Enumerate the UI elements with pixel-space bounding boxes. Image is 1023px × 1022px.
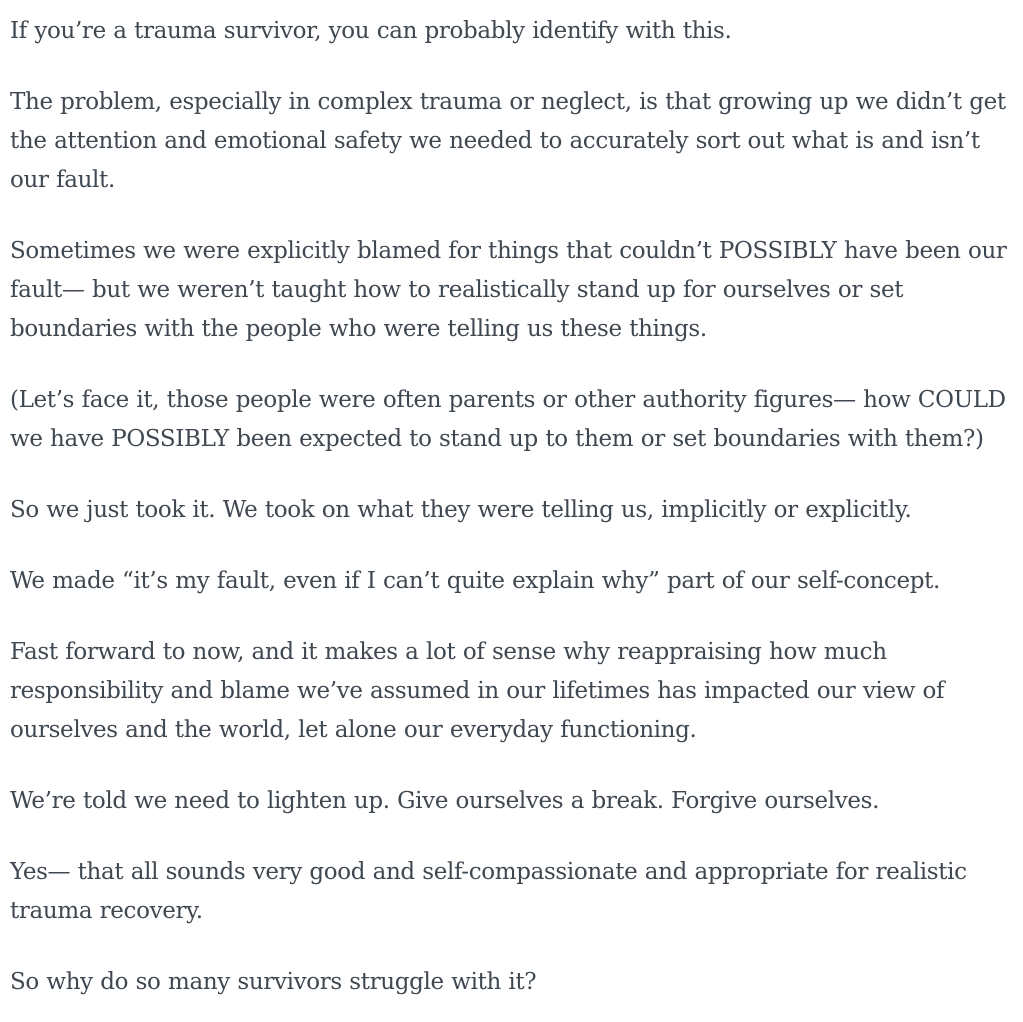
paragraph-2: The problem, especially in complex trauma or neglect, is that growing up we didn’t get the attention and emotional safety we needed to accurately sort out what is and isn’t our fault. — [10, 89, 1006, 193]
paragraph-9: Yes— that all sounds very good and self-compassionate and appropriate for realistic trauma recovery. — [10, 859, 967, 924]
paragraph-5: So we just took it. We took on what they were telling us, implicitly or explicitly. — [10, 497, 912, 523]
paragraph-3: Sometimes we were explicitly blamed for things that couldn’t POSSIBLY have been our fault— but we weren’t taught how to realistically stand up for ourselves or set boundaries with the people who were telling us these things. — [10, 238, 1007, 342]
paragraph-7: Fast forward to now, and it makes a lot of sense why reappraising how much responsibility and blame we’ve assumed in our lifetimes has impacted our view of ourselves and the world, let alone our everyday functioning. — [10, 639, 945, 743]
paragraph-1: If you’re a trauma survivor, you can probably identify with this. — [10, 18, 732, 44]
paragraph-10: So why do so many survivors struggle with it? — [10, 969, 537, 995]
paragraph-4: (Let’s face it, those people were often parents or other authority figures— how COULD we have POSSIBLY been expected to stand up to them or set boundaries with them?) — [10, 387, 1006, 452]
paragraph-6: We made “it’s my fault, even if I can’t quite explain why” part of our self-concept. — [10, 568, 940, 594]
paragraph-8: We’re told we need to lighten up. Give ourselves a break. Forgive ourselves. — [10, 788, 880, 814]
